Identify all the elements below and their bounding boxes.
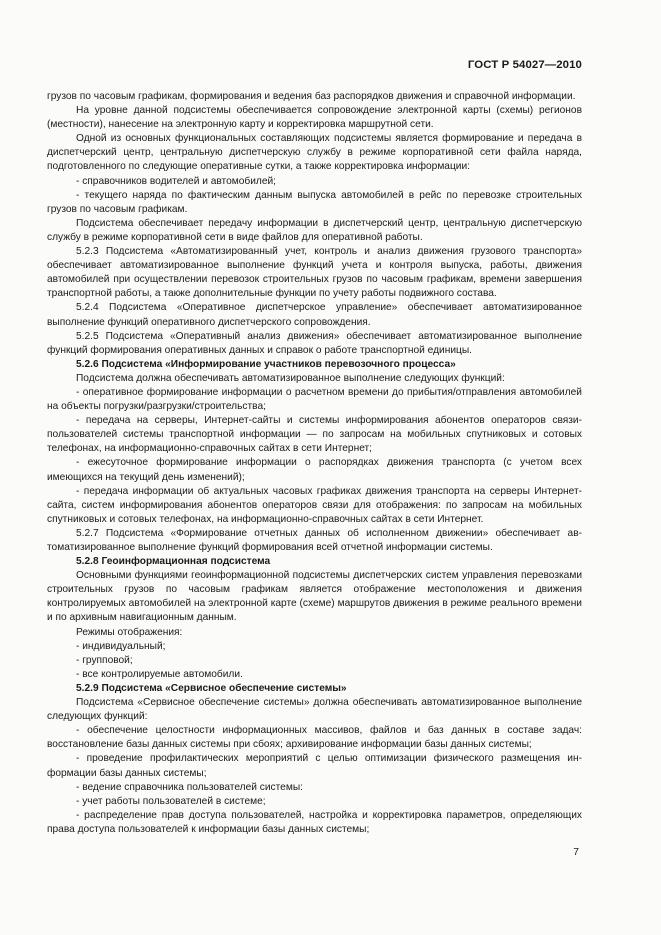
list-item: - групповой; [76, 654, 133, 666]
list-item: - все контролируемые автомобили. [76, 668, 243, 680]
list-item: - справочников водителей и автомобилей; [76, 175, 277, 187]
list-item: - оперативное формирование информации о расчетном времени до прибытия/отправления автомобилей на объекты погрузки/разгрузки/строительства; [47, 386, 582, 413]
section-5-2-7: 5.2.7 Подсистема «Формирование отчетных данных об исполненном движении» обеспечивает автоматизированное выполнение функций формирования всей отчетной информации системы. [47, 527, 582, 553]
paragraph: грузов по часовым графикам, формирования и ведения баз распорядков движения и справочной информации. [47, 91, 576, 102]
paragraph: Подсистема обеспечивает передачу информации в диспетчерский центр, центральную диспетчерскую службу в режиме корпоративной сети в виде файлов для оперативной работы. [47, 217, 582, 243]
paragraph: Подсистема «Сервисное обеспечение системы» должна обеспечивать автоматизированное выполнение следующих функций: [47, 697, 582, 723]
list-item: - распределение прав доступа пользователей, настройка и корректировка параметров, определяющих права доступа пользователей к информации базы данных системы; [47, 809, 582, 835]
list-item: - передача информации об актуальных часовых графиках движения транспорта на серверы Интернет-сайта, систем информирования абонентов операторов связи для отображения: по запросам на мобильных спутниковых и сотовых телефонах, на информационно-справочных сайтах в сети Интернет. [47, 485, 582, 525]
list-item: - индивидуальный; [76, 640, 166, 652]
document-code-header: ГОСТ Р 54027—2010 [467, 59, 582, 71]
page-number: 7 [573, 847, 579, 858]
paragraph: Одной из основных функциональных составляющих подсистемы является формирование и передача в диспетчерский центр, центральную диспетчерскую службу в режиме корпоративной сети файла наряда, подготовленного по следующие оперативные сутки, а также корректировка информации: [47, 133, 582, 173]
list-item: - передача на серверы, Интернет-сайты и системы информирования абонентов операторов связи-пользователей системы транспортной информации — по запросам на мобильных спутниковых и сотовых телефонах, на информационно-справочных сайтах в сети Интернет; [47, 415, 582, 455]
list-item: - текущего наряда по фактическим данным выпуска автомобилей в рейс по перевозке строительных грузов по часовым графикам. [47, 189, 582, 215]
list-item: - ведение справочника пользователей системы: [76, 781, 303, 793]
section-5-2-3: 5.2.3 Подсистема «Автоматизированный учет, контроль и анализ движения грузового транспорта» обеспечивает автоматизированное выполнение функций учета и контроля выпуска, работы, движения автомобилей при осуществлении перевозок строительных грузов по часовым графикам, времени завершения транспортной работы, а также дополнительные функции по учету работы подвижного состава. [47, 246, 582, 300]
section-heading-5-2-9: 5.2.9 Подсистема «Сервисное обеспечение системы» [76, 682, 347, 694]
section-heading-5-2-6: 5.2.6 Подсистема «Информирование участников перевозочного процесса» [76, 358, 456, 370]
list-item: - учет работы пользователей в системе; [76, 795, 266, 807]
section-5-2-4: 5.2.4 Подсистема «Оперативное диспетчерское управление» обеспечивает автоматизированное выполнение функций оперативного диспетчерского сопровождения. [47, 302, 582, 328]
section-5-2-5: 5.2.5 Подсистема «Оперативный анализ движения» обеспечивает автоматизированное выполнение функций формирования оперативных данных и справок о работе транспортной единицы. [47, 330, 582, 356]
list-item: - обеспечение целостности информационных массивов, файлов и баз данных в составе задач: восстановление базы данных системы при сбоях; архивирование информации базы данных системы; [47, 725, 582, 751]
list-item: - ежесуточное формирование информации о распорядках движения транспорта (с учетом всех имеющихся на текущий день изменений); [47, 457, 582, 483]
paragraph: Режимы отображения: [76, 626, 183, 638]
paragraph: На уровне данной подсистемы обеспечивается сопровождение электронной карты (схемы) регионов (местности), нанесение на электронную карту и корректировка маршрутной сети. [47, 105, 582, 131]
list-item: - проведение профилактических мероприятий с целью оптимизации физического размещения информации базы данных системы; [47, 753, 582, 779]
section-heading-5-2-8: 5.2.8 Геоинформационная подсистема [76, 556, 271, 568]
paragraph: Подсистема должна обеспечивать автоматизированное выполнение следующих функций: [76, 372, 505, 384]
document-body [47, 90, 582, 837]
paragraph: Основными функциями геоинформационной подсистемы диспетчерских систем управления перевозками строительных грузов по часовым графикам является отображение местоположения и движения контролируемых автомобилей на электронной карте (схеме) маршрутов движения в режиме реального времени и по архивным навигационным данным. [47, 570, 582, 624]
